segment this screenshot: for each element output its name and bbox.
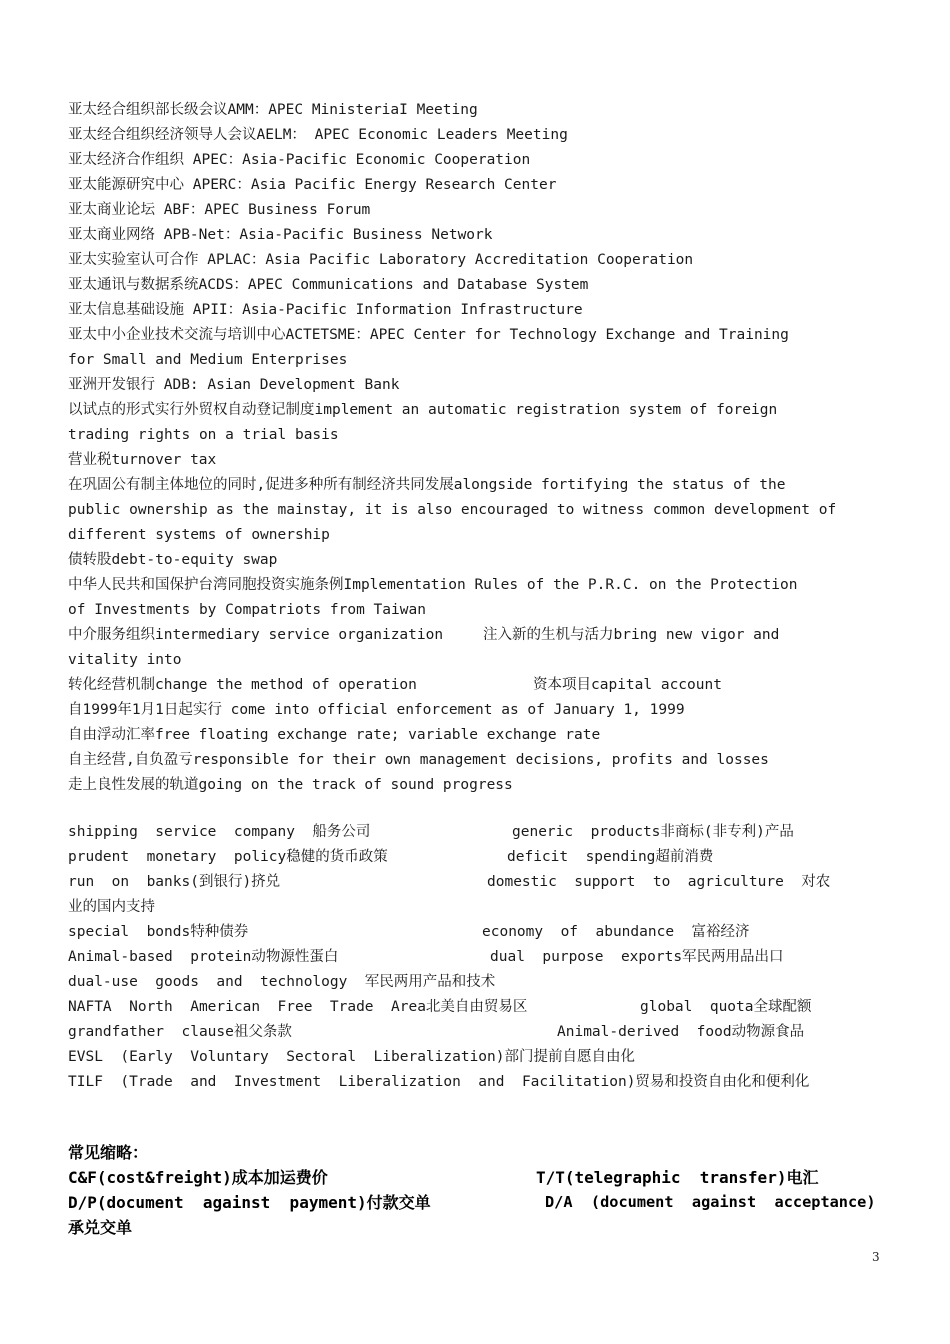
glossary-line: 亚太经济合作组织 APEC：Asia-Pacific Economic Cooperation (68, 152, 531, 168)
abbrev-item: C&F(cost&freight)成本加运费价 (68, 1168, 328, 1187)
term-left: run on banks(到银行)挤兑 (68, 874, 281, 890)
glossary-line: 以试点的形式实行外贸权自动登记制度implement an automatic registration system of foreign (68, 402, 778, 418)
term-left: EVSL (Early Voluntary Sectoral Liberalization)部门提前自愿自由化 (68, 1049, 635, 1065)
abbrev-item: T/T(telegraphic transfer)电汇 (536, 1168, 819, 1187)
glossary-line: 转化经营机制change the method of operation (68, 677, 417, 693)
glossary-line: 亚太商业论坛 ABF：APEC Business Forum (68, 202, 371, 218)
glossary-line: 走上良性发展的轨道going on the track of sound progress (68, 777, 513, 793)
glossary-line: 亚太实验室认可合作 APLAC：Asia Pacific Laboratory Accreditation Cooperation (68, 252, 694, 268)
glossary-line: 债转股debt-to-equity swap (68, 552, 278, 568)
glossary-line: 亚太经合组织经济领导人会议AELM： APEC Economic Leaders Meeting (68, 127, 568, 143)
abbrev-item: 承兑交单 (68, 1218, 133, 1237)
glossary-line: 亚太经合组织部长级会议AMM：APEC MinisteriaI Meeting (68, 102, 478, 118)
term-right: deficit spending超前消费 (507, 849, 714, 865)
term-right: Animal-derived food动物源食品 (557, 1024, 805, 1040)
glossary-line: 自主经营,自负盈亏responsible for their own management decisions, profits and losses (68, 752, 769, 768)
glossary-line: 中介服务组织intermediary service organization (68, 627, 444, 643)
term-right: global quota全球配额 (640, 999, 812, 1015)
term-left: special bonds特种债券 (68, 924, 249, 940)
glossary-line: public ownership as the mainstay, it is also encouraged to witness common development of (68, 502, 837, 518)
abbrev-item: D/P(document against payment)付款交单 (68, 1193, 431, 1212)
term-left: Animal-based protein动物源性蛋白 (68, 949, 339, 965)
glossary-line-right: 注入新的生机与活力bring new vigor and (483, 627, 780, 643)
glossary-line: 亚太中小企业技术交流与培训中心ACTETSME：APEC Center for Technology Exchange and Training (68, 327, 789, 343)
term-right: generic products非商标(非专利)产品 (512, 824, 794, 840)
glossary-line: 自由浮动汇率free floating exchange rate; variable exchange rate (68, 727, 601, 743)
glossary-line: 亚洲开发银行 ADB: Asian Development Bank (68, 377, 400, 393)
glossary-line: for Small and Medium Enterprises (68, 352, 348, 368)
term-left: NAFTA North American Free Trade Area北美自由贸易区 (68, 999, 528, 1015)
glossary-line: vitality into (68, 652, 182, 668)
term-left: 业的国内支持 (68, 899, 155, 915)
term-right: dual purpose exports军民两用品出口 (490, 949, 784, 965)
glossary-line: 在巩固公有制主体地位的同时,促进多种所有制经济共同发展alongside fortifying the status of the (68, 477, 786, 493)
term-right: economy of abundance 富裕经济 (482, 924, 750, 940)
glossary-line: 中华人民共和国保护台湾同胞投资实施条例Implementation Rules of the P.R.C. on the Protection (68, 577, 798, 593)
term-right: domestic support to agriculture 对农 (487, 874, 831, 890)
glossary-line: 亚太能源研究中心 APERC：Asia Pacific Energy Research Center (68, 177, 557, 193)
term-left: shipping service company 船务公司 (68, 824, 371, 840)
glossary-line: of Investments by Compatriots from Taiwan (68, 602, 426, 618)
term-left: prudent monetary policy稳健的货币政策 (68, 849, 388, 865)
glossary-line-right: 资本项目capital account (533, 677, 722, 693)
glossary-line: 亚太通讯与数据系统ACDS：APEC Communications and Database System (68, 277, 589, 293)
term-left: TILF (Trade and Investment Liberalization and Facilitation)贸易和投资自由化和便利化 (68, 1074, 810, 1090)
term-left: dual-use goods and technology 军民两用产品和技术 (68, 974, 496, 990)
abbrev-heading: 常见缩略： (68, 1143, 149, 1162)
glossary-line: 营业税turnover tax (68, 452, 217, 468)
glossary-line: 亚太信息基础设施 APII：Asia-Pacific Information Infrastructure (68, 302, 583, 318)
glossary-line: 自1999年1月1日起实行 come into official enforcement as of January 1, 1999 (68, 702, 685, 718)
glossary-line: different systems of ownership (68, 527, 330, 543)
glossary-line: 亚太商业网络 APB-Net：Asia-Pacific Business Network (68, 227, 493, 243)
page-number: 3 (872, 1250, 880, 1264)
abbrev-item: D/A (document against acceptance) (545, 1193, 876, 1211)
term-left: grandfather clause祖父条款 (68, 1024, 292, 1040)
glossary-line: trading rights on a trial basis (68, 427, 339, 443)
